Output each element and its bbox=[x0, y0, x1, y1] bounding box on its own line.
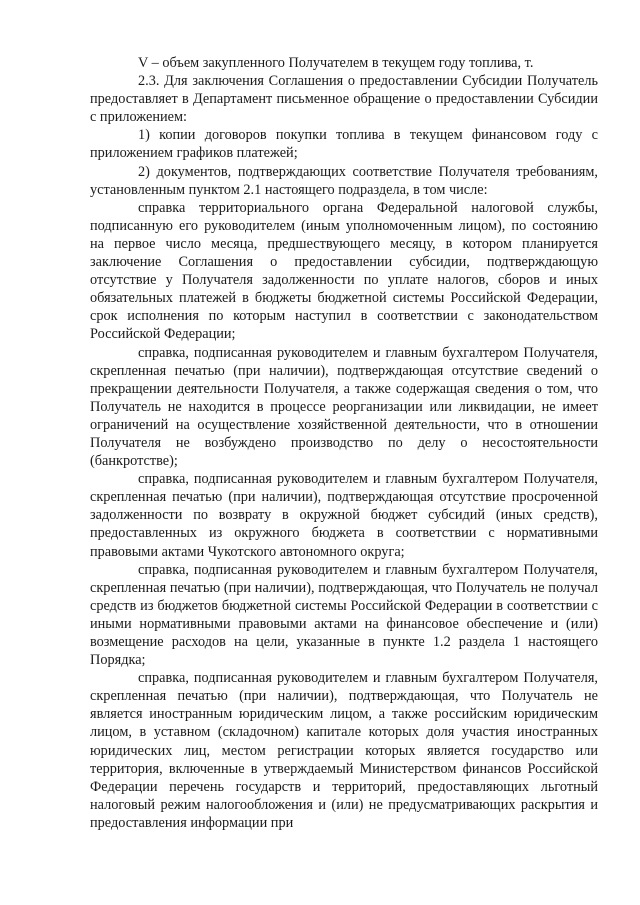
paragraph-activity-certificate: справка, подписанная руководителем и главным бухгалтером Получателя, скрепленная печатью (при наличии), подтверждающая отсутствие сведений о прекращении деятельности Получателя, а также содержащая сведения о том, что Получатель не находится в процессе реорганизации или ликвидации, не имеет ограничений на осуществление хозяйственной деятельности, что в отношении Получателя не возбуждено производство по делу о несостоятельности (банкротстве); bbox=[90, 344, 598, 470]
paragraph-foreign-entity-certificate: справка, подписанная руководителем и главным бухгалтером Получателя, скрепленная печатью (при наличии), подтверждающая, что Получатель не является иностранным юридическим лицом, а также российским юридическим лицом, в уставном (складочном) капитале которых доля участия иностранных юридических лиц, местом регистрации которых является государство или территория, включенные в утверждаемый Министерством финансов Российской Федерации перечень государств и территорий, предоставляющих льготный налоговый режим налогообложения и (или) не предусматривающих раскрытия и предоставления информации при bbox=[90, 670, 598, 831]
paragraph-2-3: 2.3. Для заключения Соглашения о предоставлении Субсидии Получатель предоставляет в Департамент письменное обращение о предоставлении Субсидии с приложением: bbox=[90, 73, 598, 126]
paragraph-item-2: 2) документов, подтверждающих соответствие Получателя требованиям, установленным пунктом 2.1 настоящего подраздела, в том числе: bbox=[90, 163, 598, 198]
paragraph-debt-certificate: справка, подписанная руководителем и главным бухгалтером Получателя, скрепленная печатью (при наличии), подтверждающая отсутствие просроченной задолженности по возврату в окружной бюджет субсидий (иных средств), предоставленных из окружного бюджета в соответствии с нормативными правовыми актами Чукотского автономного округа; bbox=[90, 471, 598, 560]
paragraph-tax-certificate: справка территориального органа Федеральной налоговой службы, подписанную его руководителем (иным уполномоченным лицом), по состоянию на первое число месяца, предшествующего месяцу, в котором планируется заключение Соглашения о предоставлении субсидии, подтверждающую отсутствие у Получателя задолженности по уплате налогов, сборов и иных обязательных платежей в бюджеты бюджетной системы Российской Федерации, срок исполнения по которым наступил в соответствии с законодательством Российской Федерации; bbox=[90, 199, 598, 343]
paragraph-funding-certificate: справка, подписанная руководителем и главным бухгалтером Получателя, скрепленная печатью (при наличии), подтверждающая, что Получатель не получал средств из бюджетов бюджетной системы Российской Федерации в соответствии с иными нормативными правовыми актами на финансовое обеспечение и (или) возмещение расходов на цели, указанные в пункте 1.2 раздела 1 настоящего Порядка; bbox=[90, 561, 598, 669]
document-body bbox=[90, 54, 598, 832]
paragraph-item-1: 1) копии договоров покупки топлива в текущем финансовом году с приложением графиков платежей; bbox=[90, 127, 598, 162]
paragraph-volume-definition: V – объем закупленного Получателем в текущем году топлива, т. bbox=[138, 55, 534, 71]
